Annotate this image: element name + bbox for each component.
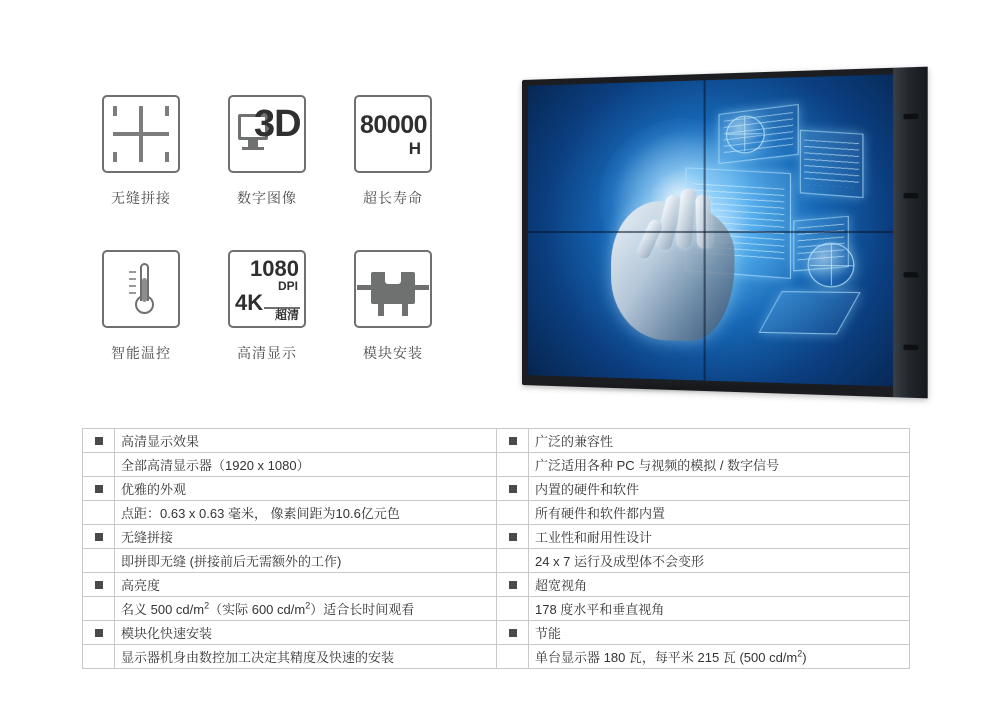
- specification-table-body: [83, 429, 910, 669]
- seamless-splice-icon: [102, 95, 180, 173]
- square-bullet-icon: [509, 485, 517, 493]
- spec-cell-right: 超宽视角: [529, 573, 910, 597]
- dpi-label: DPI: [277, 279, 298, 293]
- cross-nub: [113, 152, 117, 162]
- side-vent: [903, 113, 918, 119]
- spec-cell-left: 高亮度: [115, 573, 497, 597]
- lifetime-value: 80000: [360, 111, 428, 139]
- row-bullet-right: [497, 621, 529, 645]
- row-bullet-right: [497, 597, 529, 621]
- row-bullet-left: [83, 429, 115, 453]
- screen-bezel-horizontal: [528, 230, 893, 232]
- side-vent: [903, 272, 918, 278]
- globe-graphic: [808, 243, 855, 288]
- spec-cell-left: 名义 500 $cd/m^2$（实际 600 $cd/m^2$）适合长时间观看: [115, 597, 497, 621]
- feature-item-seamless-splice: [78, 95, 204, 250]
- spec-cell-left: 高清显示效果: [115, 429, 497, 453]
- row-bullet-left: [83, 549, 115, 573]
- spec-cell-right: 工业性和耐用性设计: [529, 525, 910, 549]
- table-row: [83, 597, 910, 621]
- video-wall-frame: [522, 67, 928, 399]
- lifetime-unit: H: [408, 139, 421, 158]
- module-arm-left: [357, 285, 371, 290]
- spec-cell-right: 单台显示器 180 瓦，每平米 215 瓦 (500 $cd/m^2$): [529, 645, 910, 669]
- row-bullet-left: [83, 477, 115, 501]
- cross-nub: [165, 106, 169, 116]
- spec-cell-right: 24 x 7 运行及成型体不会变形: [529, 549, 910, 573]
- module-arm-right: [415, 285, 429, 290]
- table-row: [83, 573, 910, 597]
- square-bullet-icon: [95, 581, 103, 589]
- table-row: [83, 549, 910, 573]
- side-vent: [903, 193, 918, 199]
- spec-cell-right: 内置的硬件和软件: [529, 477, 910, 501]
- spec-cell-right: 广泛的兼容性: [529, 429, 910, 453]
- module-install-icon: [354, 250, 432, 328]
- square-bullet-icon: [509, 629, 517, 637]
- square-bullet-icon: [95, 629, 103, 637]
- feature-item-module-install: [330, 250, 456, 405]
- spec-cell-right: 178 度水平和垂直视角: [529, 597, 910, 621]
- square-bullet-icon: [95, 533, 103, 541]
- resolution-icon: [228, 250, 306, 328]
- row-bullet-left: [83, 621, 115, 645]
- feature-label: 智能温控: [111, 345, 171, 361]
- row-bullet-left: [83, 501, 115, 525]
- spec-cell-right: 节能: [529, 621, 910, 645]
- cross-nub: [113, 106, 117, 116]
- table-row: [83, 645, 910, 669]
- module-notch: [385, 272, 401, 284]
- table-row: [83, 453, 910, 477]
- thermometer-tick: [129, 285, 136, 287]
- row-bullet-left: [83, 525, 115, 549]
- side-vent: [903, 345, 918, 351]
- feature-icon-grid: [78, 95, 458, 405]
- cross-nub: [165, 152, 169, 162]
- feature-label: 高清显示: [237, 345, 297, 361]
- specification-table: [82, 428, 910, 669]
- row-bullet-left: [83, 597, 115, 621]
- lifetime-hours-icon: [354, 95, 432, 173]
- feature-label: 数字图像: [237, 190, 297, 206]
- 4k-label: 4K: [235, 290, 264, 315]
- 3d-text: 3D: [254, 103, 301, 145]
- square-bullet-icon: [95, 485, 103, 493]
- row-bullet-right: [497, 501, 529, 525]
- square-bullet-icon: [509, 533, 517, 541]
- 3d-monitor-icon: [228, 95, 306, 173]
- thermometer-icon: [102, 250, 180, 328]
- resolution-value: 1080: [250, 256, 299, 281]
- row-bullet-right: [497, 645, 529, 669]
- video-wall-side-panel: [893, 67, 928, 399]
- thermometer-tick: [129, 292, 136, 294]
- table-row: [83, 477, 910, 501]
- thermometer-tick: [129, 271, 136, 273]
- thermometer-tick: [129, 278, 136, 280]
- row-bullet-right: [497, 429, 529, 453]
- module-leg-right: [402, 304, 408, 316]
- cross-horizontal-line: [113, 132, 169, 136]
- spec-cell-right: 所有硬件和软件都内置: [529, 501, 910, 525]
- feature-item-digital-image: [204, 95, 330, 250]
- row-bullet-right: [497, 573, 529, 597]
- table-row: [83, 429, 910, 453]
- feature-item-lifetime: [330, 95, 456, 250]
- video-wall-screen: [528, 74, 893, 386]
- table-row: [83, 621, 910, 645]
- spec-cell-left: 优雅的外观: [115, 477, 497, 501]
- spec-cell-left: 全部高清显示器（1920 x 1080）: [115, 453, 497, 477]
- row-bullet-left: [83, 573, 115, 597]
- row-bullet-right: [497, 453, 529, 477]
- feature-label: 超长寿命: [363, 190, 423, 206]
- spec-cell-left: 点距：0.63 x 0.63 毫米， 像素间距为10.6亿元色: [115, 501, 497, 525]
- thermometer-fill: [142, 278, 147, 302]
- table-row: [83, 501, 910, 525]
- spec-cell-right: 广泛适用各种 PC 与视频的模拟 / 数字信号: [529, 453, 910, 477]
- spec-cell-left: 即拼即无缝 (拼接前后无需额外的工作): [115, 549, 497, 573]
- feature-item-hd-display: [204, 250, 330, 405]
- spec-cell-left: 显示器机身由数控加工决定其精度及快速的安装: [115, 645, 497, 669]
- row-bullet-left: [83, 645, 115, 669]
- hologram-panel: [800, 130, 864, 198]
- feature-item-temperature-control: [78, 250, 204, 405]
- hologram-base-pad: [759, 291, 861, 334]
- video-wall-shadow: [532, 383, 882, 393]
- square-bullet-icon: [509, 437, 517, 445]
- monitor-base: [242, 147, 264, 150]
- table-row: [83, 525, 910, 549]
- video-wall-image: [522, 80, 902, 385]
- module-leg-left: [378, 304, 384, 316]
- feature-label: 模块安装: [363, 345, 423, 361]
- row-bullet-right: [497, 549, 529, 573]
- row-bullet-right: [497, 525, 529, 549]
- spec-cell-left: 无缝拼接: [115, 525, 497, 549]
- square-bullet-icon: [509, 581, 517, 589]
- row-bullet-right: [497, 477, 529, 501]
- row-bullet-left: [83, 453, 115, 477]
- feature-label: 无缝拼接: [111, 190, 171, 206]
- spec-cell-left: 模块化快速安装: [115, 621, 497, 645]
- uhd-label: 超清: [274, 308, 299, 322]
- square-bullet-icon: [95, 437, 103, 445]
- globe-graphic: [726, 115, 765, 154]
